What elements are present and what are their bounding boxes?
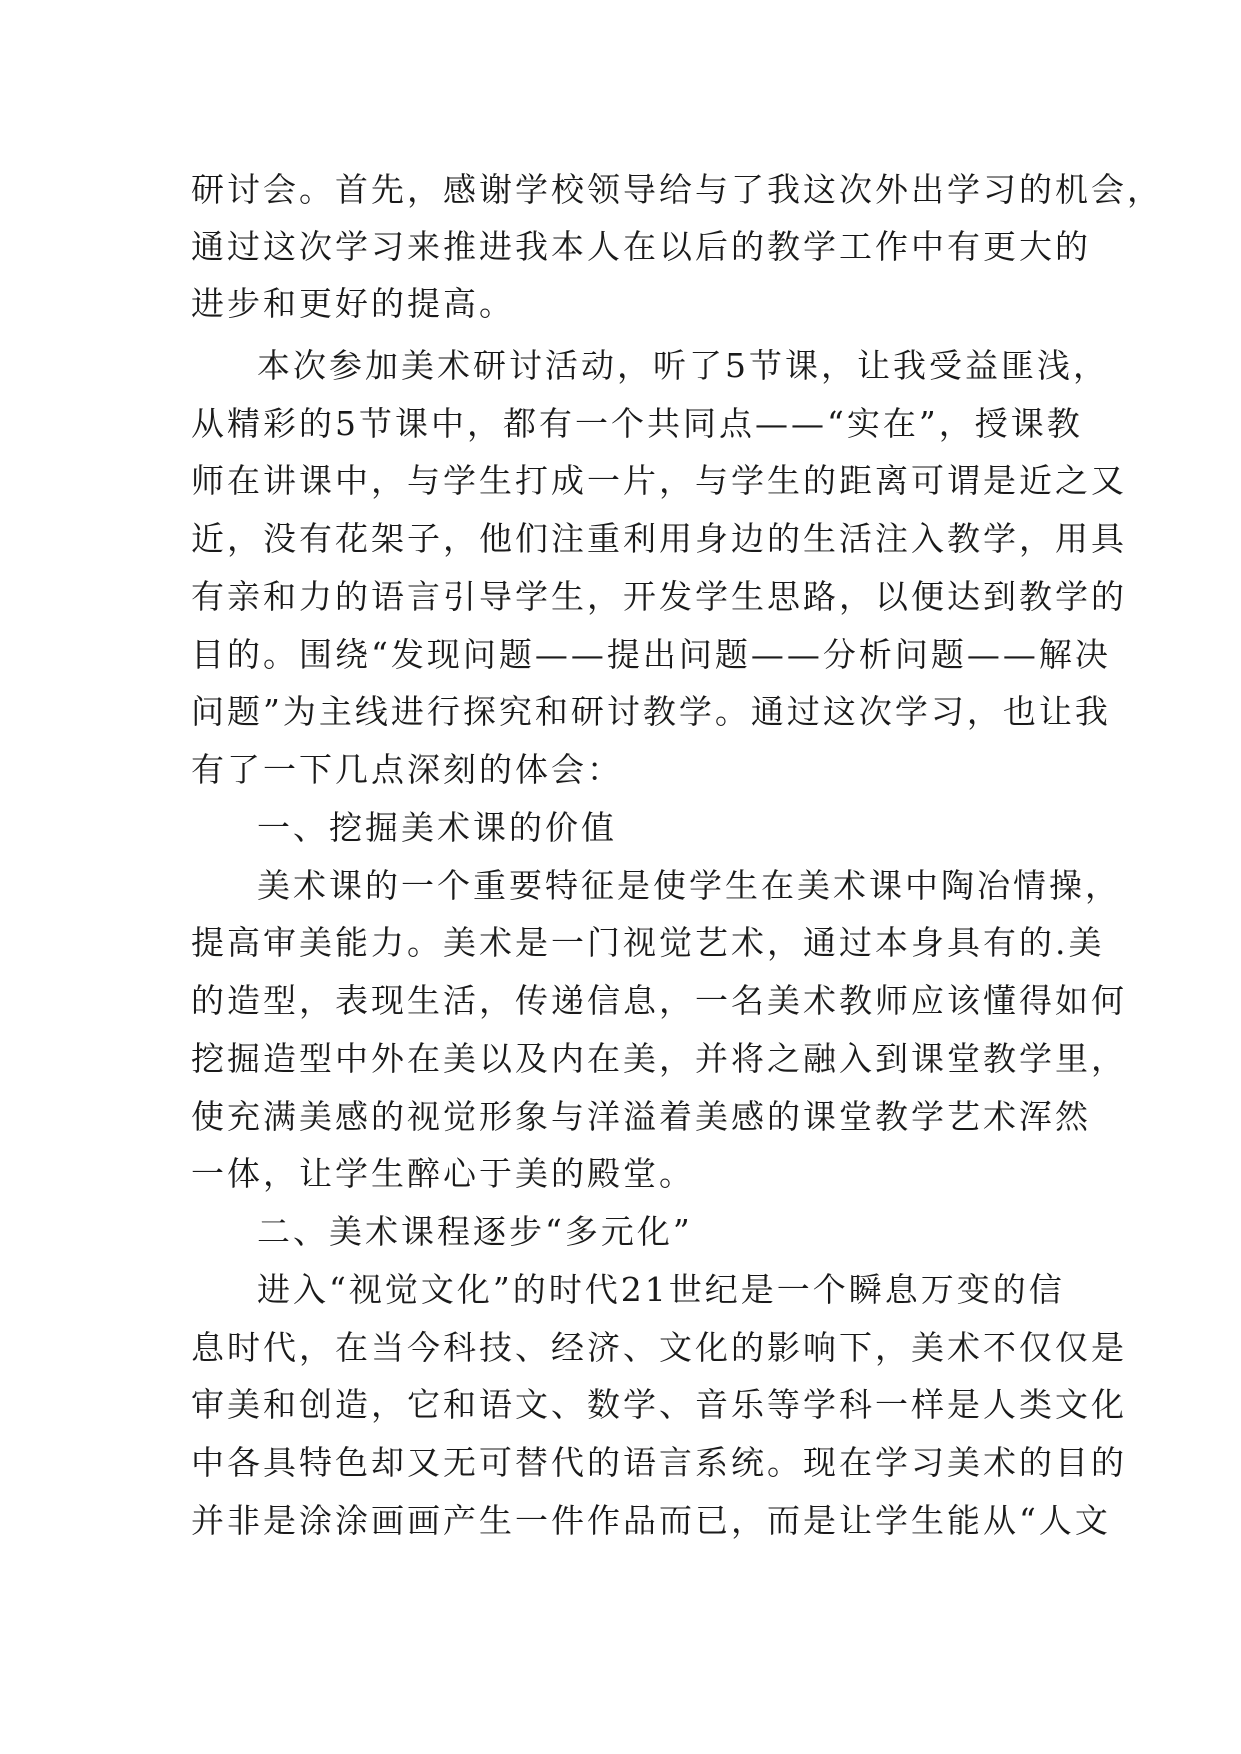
- text-line: 有亲和力的语言引导学生，开发学生思路，以便达到教学的: [191, 577, 1127, 616]
- text-line: 有了一下几点深刻的体会：: [191, 750, 623, 789]
- text-line: 审美和创造，它和语文、数学、音乐等学科一样是人类文化: [191, 1385, 1127, 1424]
- text-line: 目的。围绕“发现问题——提出问题——分析问题——解决: [191, 635, 1111, 674]
- text-line: 通过这次学习来推进我本人在以后的教学工作中有更大的: [191, 227, 1091, 266]
- text-line: 进入“视觉文化”的时代21世纪是一个瞬息万变的信: [257, 1270, 1065, 1309]
- text-line: 近，没有花架子，他们注重利用身边的生活注入教学，用具: [191, 519, 1127, 558]
- text-line: 的造型，表现生活，传递信息，一名美术教师应该懂得如何: [191, 981, 1127, 1020]
- text-line: 并非是涂涂画画产生一件作品而已，而是让学生能从“人文: [191, 1501, 1111, 1540]
- text-line: 息时代，在当今科技、经济、文化的影响下，美术不仅仅是: [191, 1328, 1127, 1367]
- text-line: 提高审美能力。美术是一门视觉艺术，通过本身具有的.美: [191, 923, 1105, 962]
- text-line: 研讨会。首先，感谢学校领导给与了我这次外出学习的机会，: [191, 170, 1163, 209]
- text-line: 使充满美感的视觉形象与洋溢着美感的课堂教学艺术浑然: [191, 1097, 1091, 1136]
- text-line: 从精彩的5节课中，都有一个共同点——“实在”，授课教: [191, 404, 1083, 443]
- text-line: 师在讲课中，与学生打成一片，与学生的距离可谓是近之又: [191, 461, 1127, 500]
- text-line: 问题”为主线进行探究和研讨教学。通过这次学习，也让我: [191, 692, 1111, 731]
- section-heading: 二、美术课程逐步“多元化”: [257, 1212, 693, 1251]
- text-line: 本次参加美术研讨活动，听了5节课，让我受益匪浅，: [257, 346, 1109, 385]
- text-line: 进步和更好的提高。: [191, 284, 515, 323]
- text-line: 美术课的一个重要特征是使学生在美术课中陶冶情操，: [257, 866, 1121, 905]
- text-line: 一体，让学生醉心于美的殿堂。: [191, 1154, 695, 1193]
- text-line: 挖掘造型中外在美以及内在美，并将之融入到课堂教学里，: [191, 1039, 1127, 1078]
- section-heading: 一、挖掘美术课的价值: [257, 808, 617, 847]
- text-line: 中各具特色却又无可替代的语言系统。现在学习美术的目的: [191, 1443, 1127, 1482]
